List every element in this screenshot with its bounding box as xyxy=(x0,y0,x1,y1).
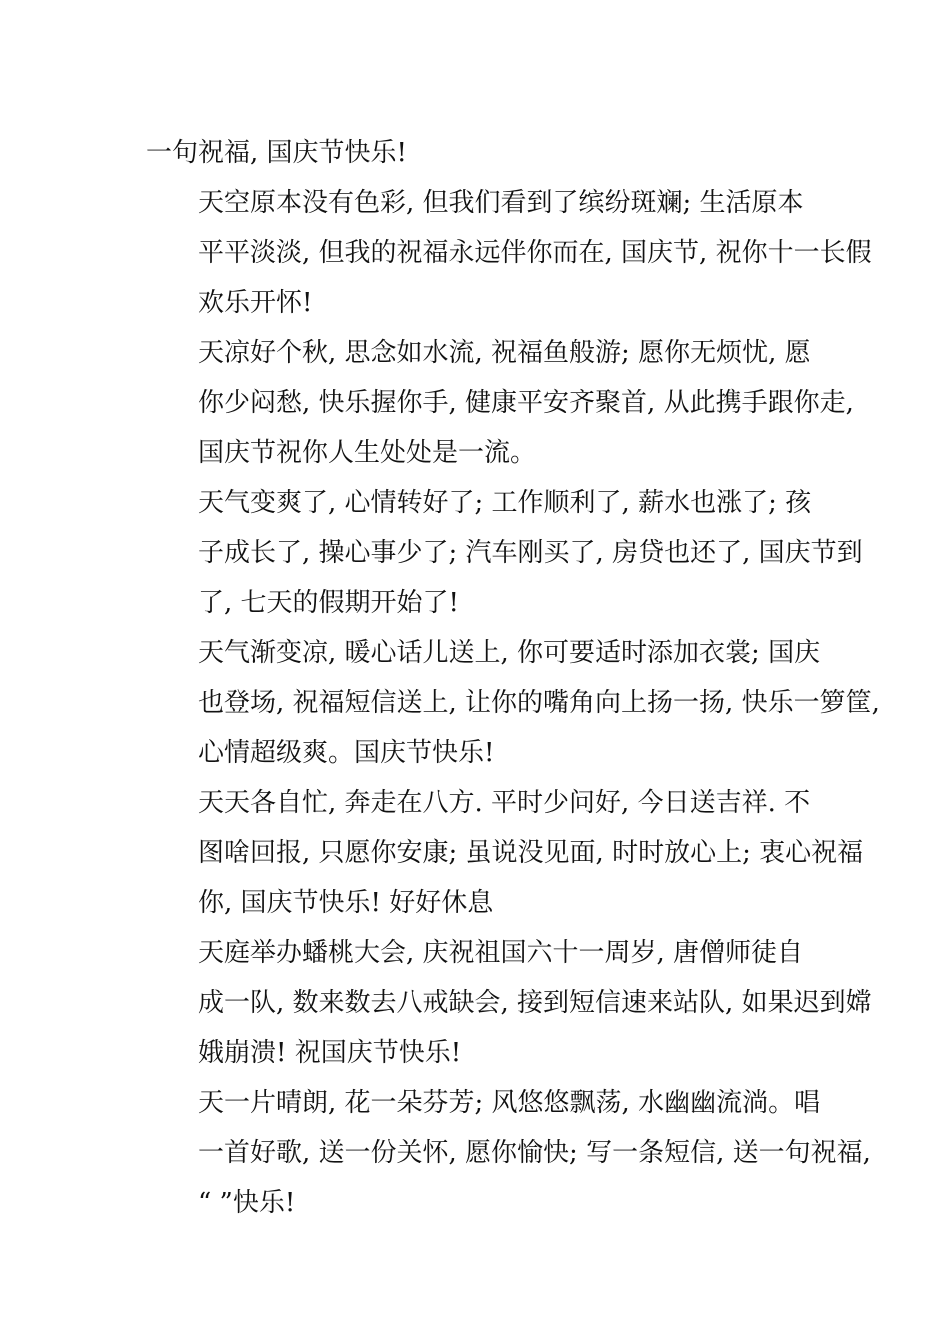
paragraph-3 xyxy=(146,328,854,478)
paragraph-line: 一首好歌, 送一份关怀, 愿你愉快; 写一条短信, 送一句祝福, xyxy=(198,1138,871,1168)
paragraph-line: 天凉好个秋, 思念如水流, 祝福鱼般游; 愿你无烦忧, 愿 xyxy=(198,338,811,368)
paragraph-4 xyxy=(146,478,863,628)
paragraph-line: 天庭举办蟠桃大会, 庆祝祖国六十一周岁, 唐僧师徒自 xyxy=(198,938,804,968)
paragraph-line: 图啥回报, 只愿你安康; 虽说没见面, 时时放心上; 衷心祝福 xyxy=(198,838,864,868)
paragraph-line: 了, 七天的假期开始了! xyxy=(198,588,459,618)
paragraph-line: 你少闷愁, 快乐握你手, 健康平安齐聚首, 从此携手跟你走, xyxy=(198,388,854,418)
paragraph-6 xyxy=(146,778,864,928)
paragraph-line: 天天各自忙, 奔走在八方. 平时少问好, 今日送吉祥. 不 xyxy=(198,788,811,818)
paragraph-line: 天一片晴朗, 花一朵芬芳; 风悠悠飘荡, 水幽幽流淌。唱 xyxy=(198,1088,821,1118)
document-body xyxy=(146,128,880,1228)
paragraph-7 xyxy=(146,928,872,1078)
paragraph-line: 平平淡淡, 但我的祝福永远伴你而在, 国庆节, 祝你十一长假 xyxy=(198,238,872,268)
paragraph-line: 国庆节祝你人生处处是一流。 xyxy=(198,438,537,468)
paragraph-1 xyxy=(146,128,816,178)
paragraph-line: 子成长了, 操心事少了; 汽车刚买了, 房贷也还了, 国庆节到 xyxy=(198,538,863,568)
paragraph-line: 欢乐开怀! xyxy=(198,288,313,318)
paragraph-line: 成一队, 数来数去八戒缺会, 接到短信速来站队, 如果迟到嫦 xyxy=(198,988,872,1018)
paragraph-2 xyxy=(146,178,872,328)
paragraph-line: 你, 国庆节快乐! 好好休息 xyxy=(198,888,494,918)
paragraph-line: 也登场, 祝福短信送上, 让你的嘴角向上扬一扬, 快乐一箩筐, xyxy=(198,688,880,718)
paragraph-line: 一句祝福, 国庆节快乐! xyxy=(146,138,407,168)
paragraph-5 xyxy=(146,628,880,778)
paragraph-line: 天气变爽了, 心情转好了; 工作顺利了, 薪水也涨了; 孩 xyxy=(198,488,812,518)
paragraph-8 xyxy=(146,1078,871,1228)
paragraph-line: 娥崩溃! 祝国庆节快乐! xyxy=(198,1038,462,1068)
paragraph-line: 心情超级爽。国庆节快乐! xyxy=(198,738,495,768)
paragraph-line: “ ”快乐! xyxy=(198,1188,296,1218)
paragraph-line: 天空原本没有色彩, 但我们看到了缤纷斑斓; 生活原本 xyxy=(198,188,804,218)
paragraph-line: 天气渐变凉, 暖心话儿送上, 你可要适时添加衣裳; 国庆 xyxy=(198,638,821,668)
